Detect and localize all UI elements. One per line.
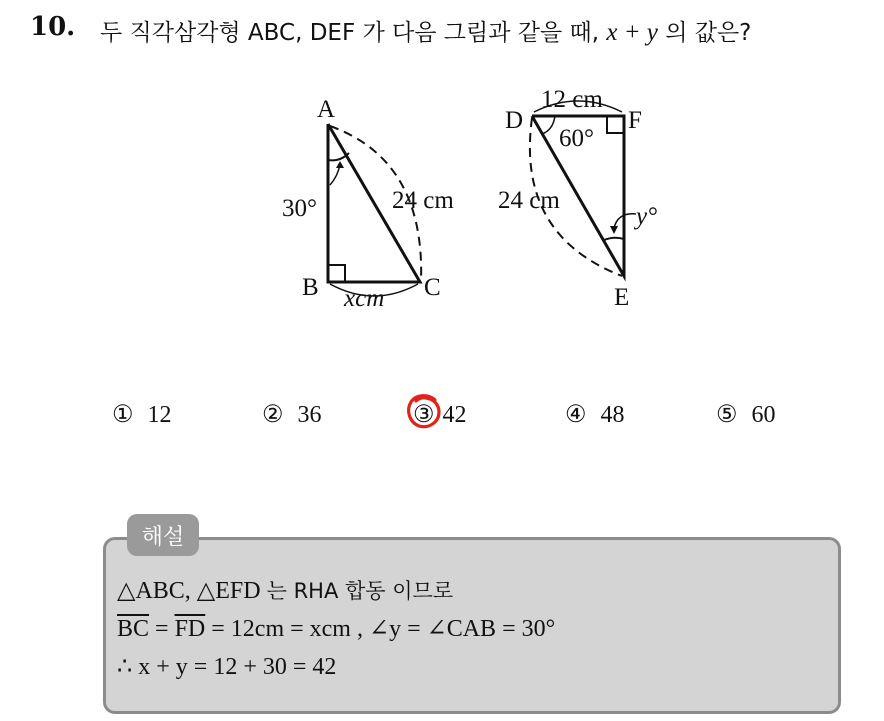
choice-3-mark: ③ <box>413 402 435 428</box>
label-hyp-def: 24 cm <box>498 187 560 214</box>
solution-line-1 <box>117 575 453 605</box>
solution-line-2 <box>117 614 555 643</box>
label-c: C <box>424 274 441 301</box>
arrow-head-a <box>336 161 344 168</box>
choice-3-value: 42 <box>442 402 467 428</box>
label-b: B <box>302 274 319 301</box>
label-angle-a: 30° <box>282 195 317 222</box>
choice-2[interactable] <box>262 400 322 429</box>
choice-5-value: 60 <box>751 402 776 428</box>
choice-5[interactable] <box>716 400 776 429</box>
label-side-df: 12 cm <box>541 86 603 113</box>
solution-line-2-eq: = <box>155 616 169 642</box>
choice-2-value: 36 <box>297 402 322 428</box>
label-angle-e: y° <box>636 203 658 230</box>
angle-arc-e <box>604 238 624 240</box>
choice-2-mark: ② <box>262 402 284 428</box>
choice-1-mark: ① <box>112 402 134 428</box>
angle-arc-d <box>542 116 555 134</box>
choice-4-mark: ④ <box>565 402 587 428</box>
solution-tab: 해설 <box>127 514 199 556</box>
solution-line-2-rest: = 12cm = xcm , ∠y = ∠CAB = 30° <box>211 616 556 642</box>
question-number: 10. <box>30 12 76 42</box>
choice-1[interactable] <box>112 400 172 429</box>
choice-5-mark: ⑤ <box>716 402 738 428</box>
label-hyp-abc: 24 cm <box>392 187 454 214</box>
question-text-before: 두 직각삼각형 ABC, DEF 가 다음 그림과 같을 때, <box>100 20 600 46</box>
label-side-bc: xcm <box>344 285 385 312</box>
solution-segment-bc: $\overline{BC}$ <box>117 616 150 642</box>
arrow-head-e <box>610 226 618 234</box>
right-angle-mark-b <box>328 265 345 282</box>
choice-1-value: 12 <box>147 402 172 428</box>
choice-4[interactable] <box>565 400 625 429</box>
choice-4-value: 48 <box>600 402 625 428</box>
label-e: E <box>614 284 630 311</box>
label-a: A <box>317 96 336 123</box>
label-angle-d: 60° <box>559 125 594 152</box>
question-math: x + y <box>606 19 658 46</box>
solution-line-1-text: 는 RHA 합동 이므로 <box>266 579 454 603</box>
answer-circle-icon <box>404 391 444 431</box>
solution-line-1-math: △ABC, △EFD <box>117 578 261 604</box>
solution-segment-fd: $\overline{FD}$ <box>174 616 206 642</box>
label-d: D <box>505 107 524 134</box>
right-angle-mark-f <box>607 116 624 133</box>
question-text-after: 의 값은? <box>665 20 752 46</box>
label-f: F <box>628 107 642 134</box>
solution-line-3: ∴ x + y = 12 + 30 = 42 <box>117 654 337 680</box>
